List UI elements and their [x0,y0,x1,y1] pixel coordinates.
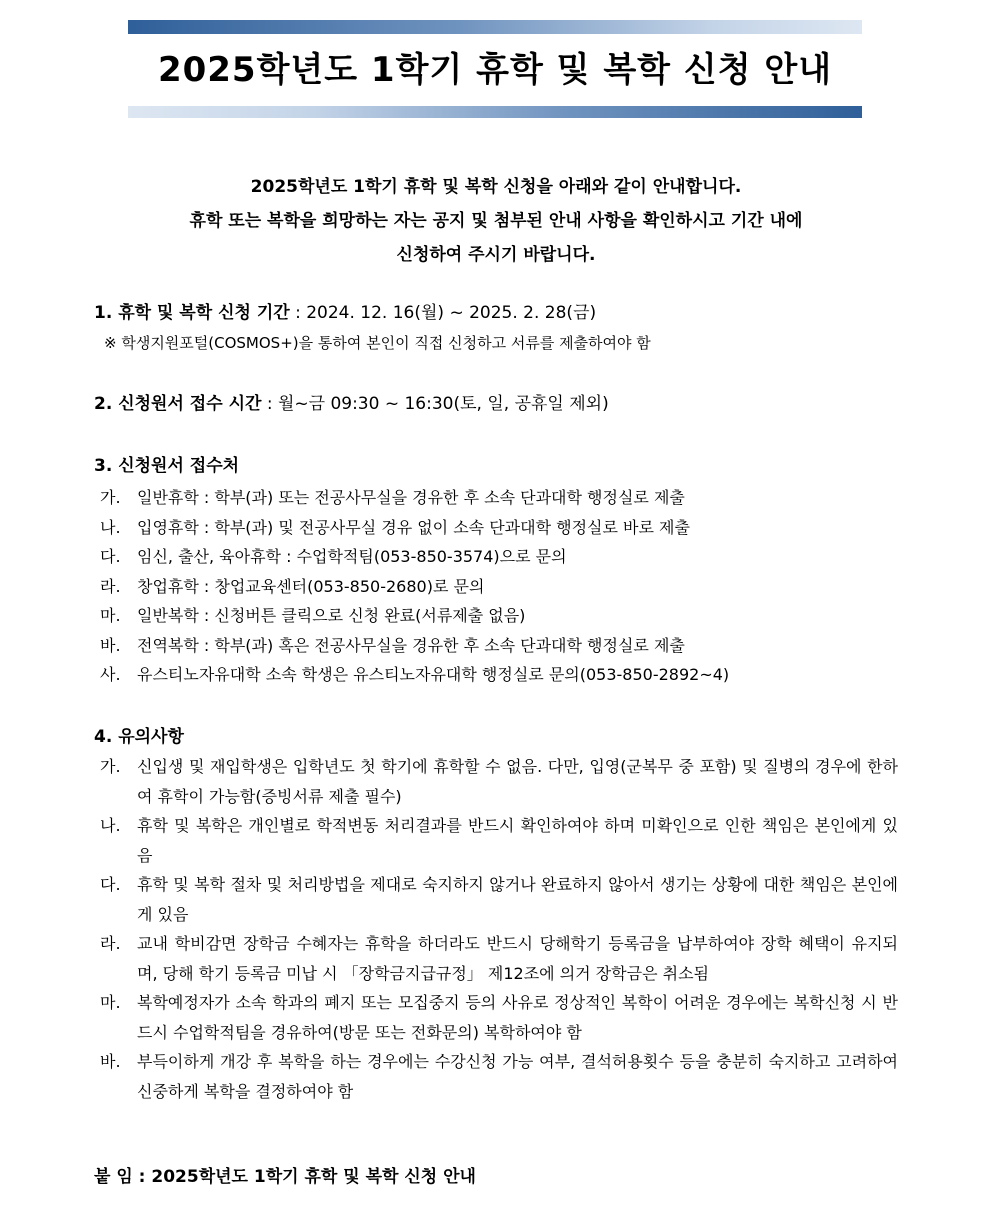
section-3-list [100,483,898,690]
list-item-marker: 바. [100,635,121,655]
list-item [100,929,898,988]
list-item-marker: 라. [100,934,121,953]
document-title: 2025학년도 1학기 휴학 및 복학 신청 안내 [157,50,833,90]
list-item-text: 부득이하게 개강 후 복학을 하는 경우에는 수강신청 가능 여부, 결석허용횟수 등을 충분히 숙지하고 고려하여 신중하게 복학을 결정하여야 함 [137,1052,898,1101]
list-item-text: 휴학 및 복학 절차 및 처리방법을 제대로 숙지하지 않거나 완료하지 않아서 생기는 상황에 대한 책임은 본인에게 있음 [137,875,898,924]
section-4-heading: 4. 유의사항 [94,727,184,747]
list-item [100,601,898,631]
list-item-marker: 사. [100,665,121,684]
list-item-marker: 라. [100,576,121,596]
list-item-text: 전역복학 : 학부(과) 혹은 전공사무실을 경유한 후 소속 단과대학 행정실로 제출 [137,635,685,655]
section-3-heading: 3. 신청원서 접수처 [94,456,240,476]
list-item-text: 창업휴학 : 창업교육센터(053-850-2680)로 문의 [137,576,485,596]
list-item [100,870,898,929]
section-1-text: : 2024. 12. 16(월) ~ 2025. 2. 28(금) [289,303,597,323]
list-item [100,513,898,543]
list-item-marker: 나. [100,816,121,835]
list-item-marker: 마. [100,993,121,1012]
title-top-bar [128,20,862,34]
title-banner [128,20,862,118]
list-item-marker: 나. [100,517,121,537]
list-item [100,542,898,572]
list-item-text: 일반휴학 : 학부(과) 또는 전공사무실을 경유한 후 소속 단과대학 행정실로 제출 [137,488,685,507]
list-item-text: 복학예정자가 소속 학과의 폐지 또는 모집중지 등의 사유로 정상적인 복학이 어려운 경우에는 복학신청 시 반드시 수업학적팀을 경유하여(방문 또는 전화문의) 복학하여야 함 [137,993,898,1042]
list-item-text: 유스티노자유대학 소속 학생은 유스티노자유대학 행정실로 문의(053-850-2892~4) [137,665,730,684]
intro-line: 2025학년도 1학기 휴학 및 복학 신청을 아래와 같이 안내합니다. [250,177,742,197]
list-item-marker: 가. [100,488,121,507]
intro-line: 신청하여 주시기 바랍니다. [396,245,596,265]
list-item [100,572,898,602]
list-item-marker: 다. [100,547,121,566]
list-item-text: 휴학 및 복학은 개인별로 학적변동 처리결과를 반드시 확인하여야 하며 미확인으로 인한 책임은 본인에게 있음 [137,816,898,865]
list-item [100,660,898,690]
section-1-heading: 1. 휴학 및 복학 신청 기간 [94,303,290,323]
section-2-heading: 2. 신청원서 접수 시간 [94,394,262,414]
intro-paragraph [60,170,932,272]
list-item-text: 교내 학비감면 장학금 수혜자는 휴학을 하더라도 반드시 당해학기 등록금을 납부하여야 장학 혜택이 유지되며, 당해 학기 등록금 미납 시 「장학금지급규정」 제12조에 의거 장학금은 취소됨 [137,934,898,983]
list-item [100,988,898,1047]
list-item-text: 일반복학 : 신청버튼 클릭으로 신청 완료(서류제출 없음) [137,606,526,625]
list-item [100,1047,898,1106]
section-2-hours [94,391,609,417]
section-4-list [100,752,898,1106]
title-bottom-bar [128,106,862,118]
list-item [100,483,898,513]
list-item-text: 입영휴학 : 학부(과) 및 전공사무실 경유 없이 소속 단과대학 행정실로 바로 제출 [137,517,690,537]
intro-line: 휴학 또는 복학을 희망하는 자는 공지 및 첨부된 안내 사항을 확인하시고 기간 내에 [189,211,803,231]
section-2-text: : 월~금 09:30 ~ 16:30(토, 일, 공휴일 제외) [261,394,609,414]
attachment-line: 붙 임 : 2025학년도 1학기 휴학 및 복학 신청 안내 [94,1167,476,1187]
list-item [100,631,898,661]
list-item-marker: 가. [100,757,121,776]
list-item-marker: 바. [100,1052,121,1071]
list-item-marker: 마. [100,606,121,625]
section-1-period [94,300,596,326]
list-item [100,752,898,811]
list-item-text: 임신, 출산, 육아휴학 : 수업학적팀(053-850-3574)으로 문의 [137,547,567,566]
section-1-note: ※ 학생지원포털(COSMOS+)을 통하여 본인이 직접 신청하고 서류를 제출하여야 함 [104,334,651,352]
list-item-text: 신입생 및 재입학생은 입학년도 첫 학기에 휴학할 수 없음. 다만, 입영(군복무 중 포함) 및 질병의 경우에 한하여 휴학이 가능함(증빙서류 제출 필수) [137,757,898,806]
list-item-marker: 다. [100,875,121,894]
list-item [100,811,898,870]
